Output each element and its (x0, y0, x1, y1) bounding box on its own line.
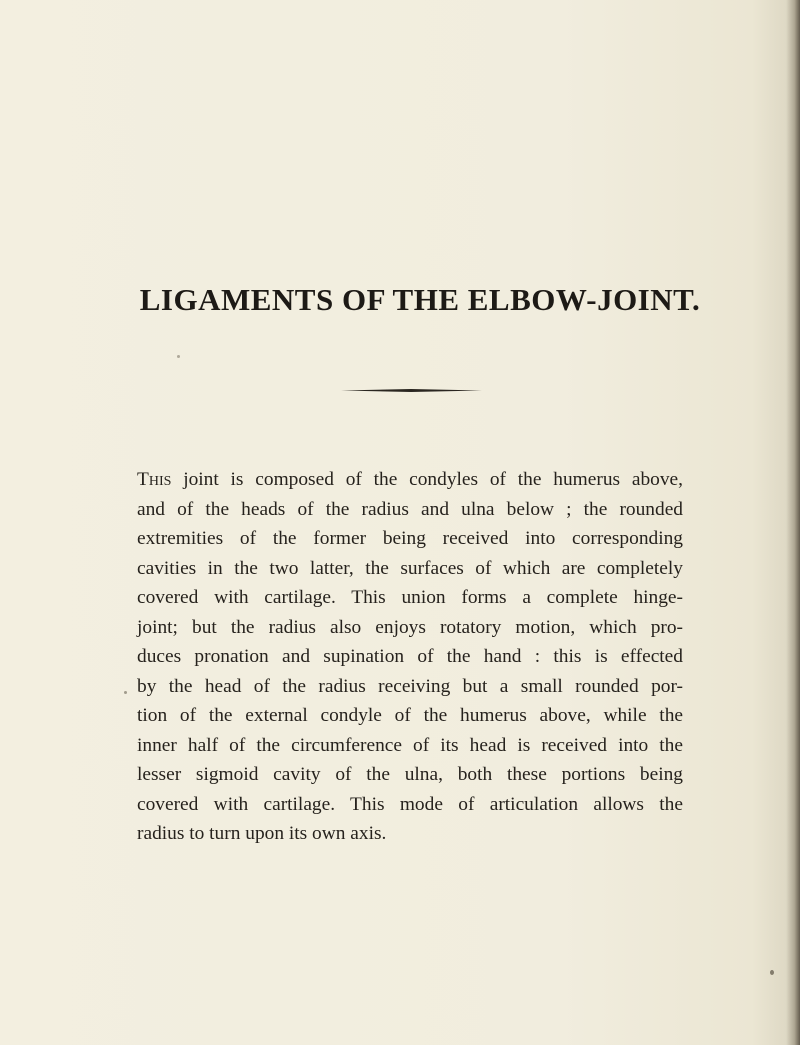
paragraph-line: inner half of the circumference of its head is received into the (137, 734, 683, 756)
paragraph-line: joint; but the radius also enjoys rotatory motion, which pro- (137, 616, 683, 638)
paragraph-line: by the head of the radius receiving but a small rounded por- (137, 675, 683, 697)
paper-speck (124, 691, 127, 694)
paragraph-line-text: joint is composed of the condyles of the humerus above, (171, 469, 683, 490)
paragraph-line: duces pronation and supination of the hand : this is effected (137, 646, 683, 667)
paragraph-opening-word: This (137, 469, 172, 490)
paper-speck (770, 970, 774, 975)
paper-speck (177, 355, 180, 358)
paragraph-line (137, 465, 683, 495)
paragraph-line: radius to turn upon its own axis. (137, 823, 387, 844)
page-title: LIGAMENTS OF THE ELBOW-JOINT. (139, 282, 701, 317)
paragraph-line: and of the heads of the radius and ulna below ; the rounded (137, 498, 683, 520)
paragraph-line: covered with cartilage. This mode of articulation allows the (137, 793, 683, 815)
paragraph-line: tion of the external condyle of the humerus above, while the (137, 705, 683, 726)
paragraph-line: covered with cartilage. This union forms a complete hinge- (137, 587, 683, 608)
paragraph-line: lesser sigmoid cavity of the ulna, both these portions being (137, 764, 683, 785)
decorative-rule (341, 389, 482, 392)
paragraph-line: extremities of the former being received into corresponding (137, 528, 683, 549)
page-edge-shadow (786, 0, 800, 1045)
body-paragraph (137, 465, 683, 849)
paragraph-line: cavities in the two latter, the surfaces of which are completely (137, 557, 683, 579)
